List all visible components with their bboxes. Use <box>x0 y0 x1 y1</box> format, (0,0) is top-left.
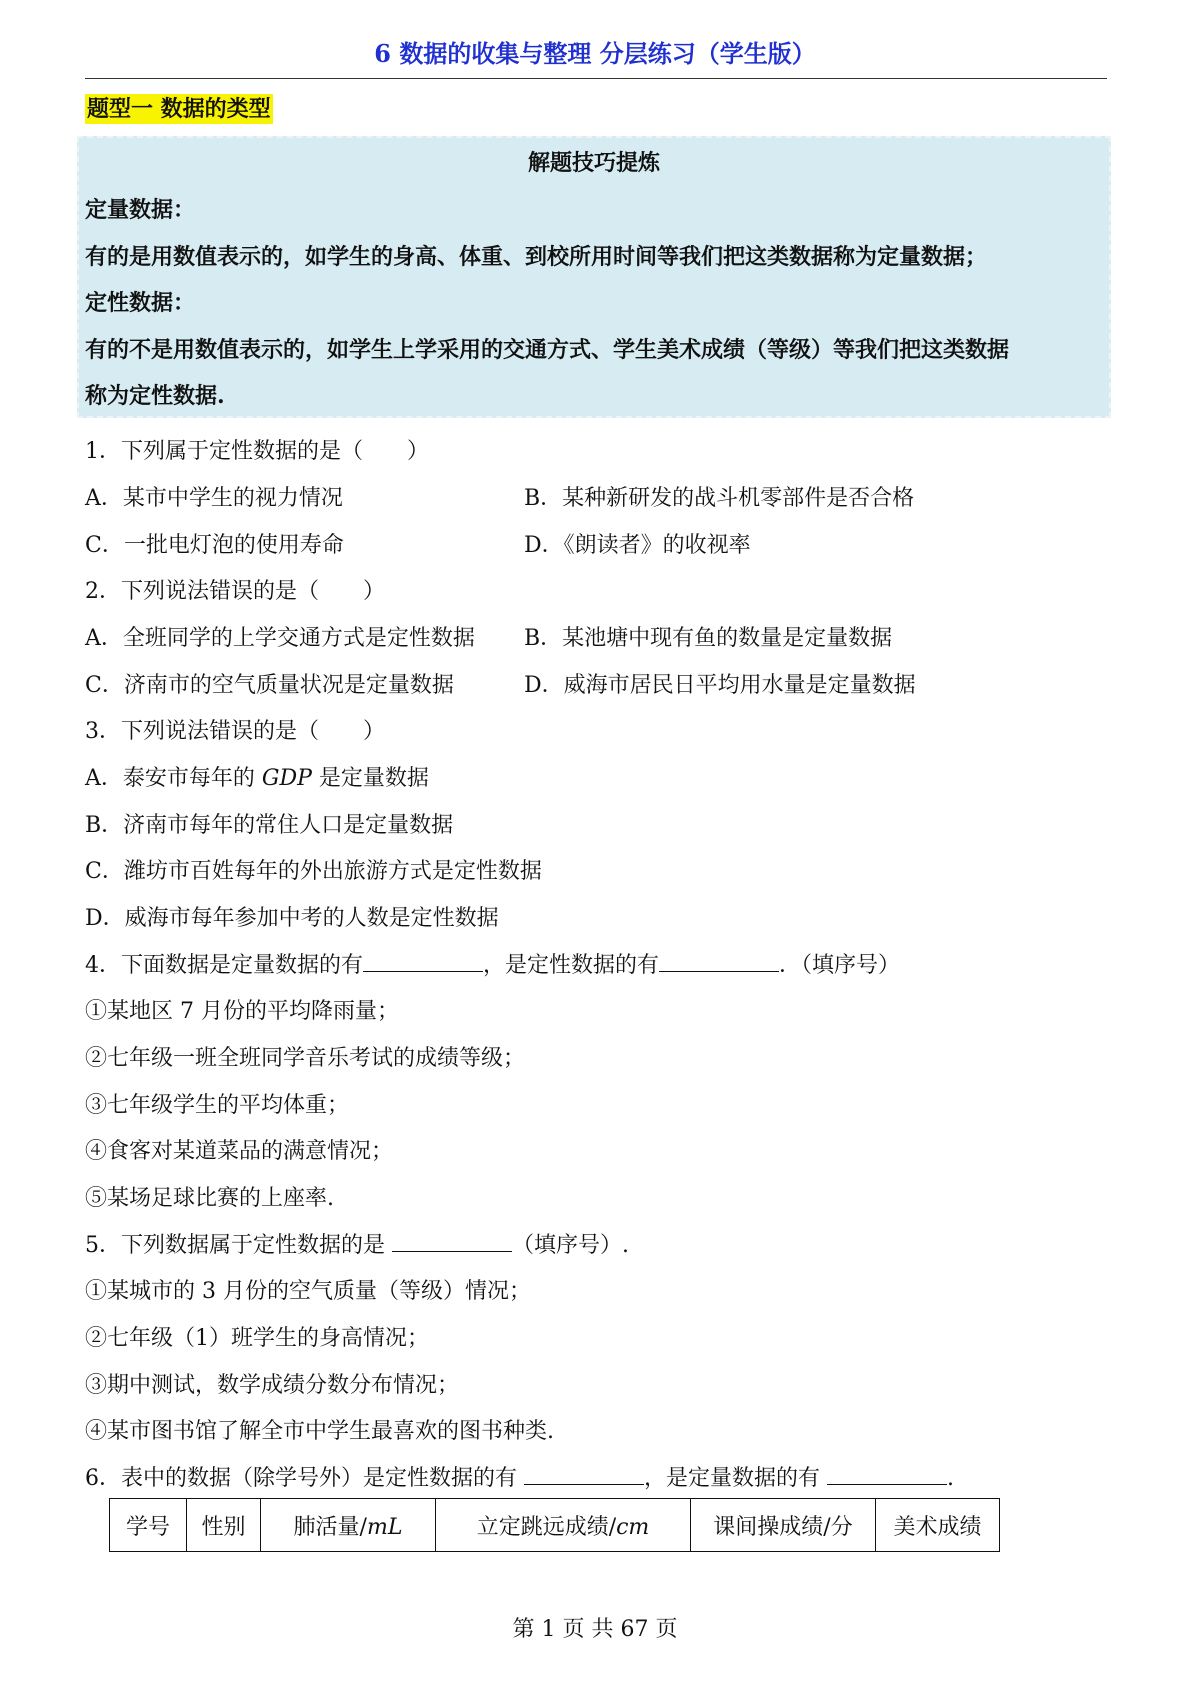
tips-box <box>77 136 1111 418</box>
option-a-text-start: A．泰安市每年的 <box>85 766 262 791</box>
answer-blank-qualitative[interactable] <box>659 949 779 972</box>
document-title: 6 数据的收集与整理 分层练习（学生版） <box>374 39 816 68</box>
question-1-option-a: A．某市中学生的视力情况 <box>85 486 343 511</box>
stem-part-1: 5．下列数据属于定性数据的是 <box>85 1233 392 1258</box>
stem-part-2: （填序号）. <box>512 1233 629 1258</box>
unit-label: cm <box>616 1514 650 1540</box>
question-5-item-3: ③期中测试，数学成绩分数分布情况； <box>85 1373 460 1398</box>
option-a-text-end: 是定量数据 <box>311 766 429 791</box>
question-4-item-4: ④食客对某道菜品的满意情况； <box>85 1139 394 1164</box>
question-5-item-2: ②七年级（1）班学生的身高情况； <box>85 1326 429 1351</box>
stem-part-2: ，是定量数据的有 <box>644 1466 827 1491</box>
question-2-option-a: A．全班同学的上学交通方式是定性数据 <box>85 626 475 651</box>
question-3-stem: 3．下列说法错误的是（ ） <box>85 719 385 744</box>
question-5-item-1: ①某城市的 3 月份的空气质量（等级）情况； <box>85 1279 531 1304</box>
col-exercise-score: 课间操成绩/分 <box>691 1499 876 1552</box>
section-heading: 题型一 数据的类型 <box>87 96 271 122</box>
answer-blank-qualitative[interactable] <box>524 1462 644 1485</box>
tip-line-5: 称为定性数据. <box>85 383 225 409</box>
answer-blank-quantitative[interactable] <box>827 1462 947 1485</box>
tip-line-2: 有的是用数值表示的，如学生的身高、体重、到校所用时间等我们把这类数据称为定量数据； <box>85 244 988 270</box>
question-1-option-b: B．某种新研发的战斗机零部件是否合格 <box>524 486 915 511</box>
question-4-item-3: ③七年级学生的平均体重； <box>85 1093 350 1118</box>
col-lung-capacity <box>261 1499 436 1552</box>
tip-line-4: 有的不是用数值表示的，如学生上学采用的交通方式、学生美术成绩（等级）等我们把这类数据 <box>85 337 1010 363</box>
question-4-stem <box>85 948 900 979</box>
question-3-option-b: B．济南市每年的常住人口是定量数据 <box>85 813 454 838</box>
question-1-option-d: D．《朗读者》的收视率 <box>524 533 751 558</box>
col-label: 立定跳远成绩/ <box>476 1514 617 1540</box>
question-2-option-c: C．济南市的空气质量状况是定量数据 <box>85 673 454 698</box>
question-5-stem <box>85 1228 629 1259</box>
stem-part-2: ，是定性数据的有 <box>483 953 660 978</box>
question-3-option-d: D．威海市每年参加中考的人数是定性数据 <box>85 906 499 931</box>
question-2-option-b: B．某池塘中现有鱼的数量是定量数据 <box>524 626 893 651</box>
question-5-item-4: ④某市图书馆了解全市中学生最喜欢的图书种类. <box>85 1419 554 1444</box>
tips-title: 解题技巧提炼 <box>527 150 660 176</box>
title-rule <box>85 78 1107 79</box>
col-standing-long-jump <box>436 1499 691 1552</box>
question-4-item-2: ②七年级一班全班同学音乐考试的成绩等级； <box>85 1046 526 1071</box>
stem-part-3: . <box>947 1466 954 1491</box>
question-4-item-1: ①某地区 7 月份的平均降雨量； <box>85 999 399 1024</box>
tip-line-1: 定量数据： <box>85 197 196 223</box>
stem-part-1: 6．表中的数据（除学号外）是定性数据的有 <box>85 1466 524 1491</box>
page-footer: 第 1 页 共 67 页 <box>512 1617 678 1642</box>
table-header-row <box>110 1499 1000 1552</box>
stem-part-3: ．（填序号） <box>779 953 901 978</box>
col-art-score: 美术成绩 <box>876 1499 1000 1552</box>
col-student-id: 学号 <box>110 1499 187 1552</box>
student-data-table <box>109 1498 1000 1552</box>
tip-line-3: 定性数据： <box>85 290 196 316</box>
question-2-option-d: D．威海市居民日平均用水量是定量数据 <box>524 673 916 698</box>
unit-label: mL <box>366 1514 403 1540</box>
question-1-option-c: C．一批电灯泡的使用寿命 <box>85 533 344 558</box>
question-1-stem: 1．下列属于定性数据的是（ ） <box>85 439 429 464</box>
col-gender: 性别 <box>187 1499 261 1552</box>
question-3-option-a <box>85 761 429 792</box>
col-label: 肺活量/ <box>293 1514 367 1540</box>
question-6-stem <box>85 1461 954 1492</box>
stem-part-1: 4．下面数据是定量数据的有 <box>85 953 363 978</box>
answer-blank-qualitative[interactable] <box>392 1229 512 1252</box>
question-3-option-c: C．潍坊市百姓每年的外出旅游方式是定性数据 <box>85 859 542 884</box>
question-2-stem: 2．下列说法错误的是（ ） <box>85 579 385 604</box>
question-4-item-5: ⑤某场足球比赛的上座率. <box>85 1186 334 1211</box>
answer-blank-quantitative[interactable] <box>363 949 483 972</box>
gdp-variable: GDP <box>261 766 312 791</box>
